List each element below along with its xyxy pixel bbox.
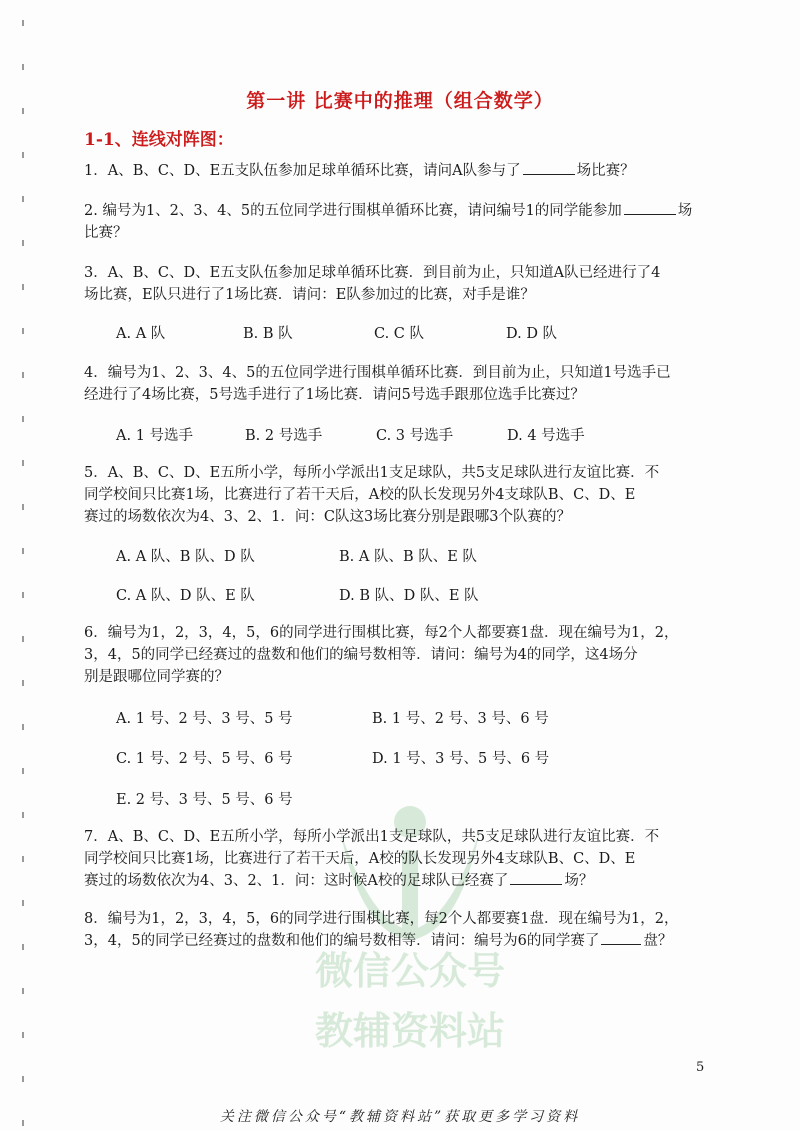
- answer-blank: [510, 870, 562, 885]
- question-text: 3．A、B、C、D、E五支队伍参加足球单循环比赛．到目前为止，只知道A队已经进行了4: [84, 265, 661, 281]
- option: C. 1 号、2 号、5 号、6 号: [116, 751, 293, 767]
- option: C. C 队: [374, 326, 424, 342]
- binding-mark: [22, 416, 24, 422]
- page-title: 第一讲 比赛中的推理（组合数学）: [246, 90, 554, 112]
- option: D. B 队、D 队、E 队: [339, 588, 479, 604]
- option: A. A 队、B 队、D 队: [116, 549, 255, 565]
- answer-blank: [523, 160, 575, 175]
- question-text: 3，4，5的同学已经赛过的盘数和他们的编号数相等．请问：编号为4的同学，这4场分: [84, 647, 638, 663]
- question-text: 4．编号为1、2、3、4、5的五位同学进行围棋单循环比赛．到目前为止，只知道1号选手已: [84, 365, 671, 381]
- footer-note: 关注微信公众号“教辅资料站”获取更多学习资料: [219, 1109, 581, 1125]
- question-text: 场比赛，E队只进行了1场比赛．请问：E队参加过的比赛，对手是谁？: [84, 287, 535, 303]
- question-text: 赛过的场数依次为4、3、2、1．问：这时候A校的足球队已经赛了: [84, 873, 509, 889]
- binding-mark: [22, 856, 24, 862]
- option: C. 3 号选手: [376, 428, 454, 444]
- question-text: 场比赛？: [576, 163, 635, 179]
- option: B. 2 号选手: [245, 428, 323, 444]
- binding-mark: [22, 944, 24, 950]
- binding-mark: [22, 328, 24, 334]
- question-6: [84, 622, 712, 688]
- question-text: 同学校间只比赛1场，比赛进行了若干天后，A校的队长发现另外4支球队B、C、D、E: [84, 487, 636, 503]
- binding-mark: [22, 548, 24, 554]
- binding-mark: [22, 636, 24, 642]
- binding-mark: [22, 900, 24, 906]
- binding-mark: [22, 592, 24, 598]
- binding-mark: [22, 768, 24, 774]
- question-text: 同学校间只比赛1场，比赛进行了若干天后，A校的队长发现另外4支球队B、C、D、E: [84, 851, 636, 867]
- question-text: 7．A、B、C、D、E五所小学，每所小学派出1支足球队，共5支足球队进行友谊比赛．不: [84, 829, 660, 845]
- binding-margin: [0, 0, 30, 1131]
- answer-blank: [601, 930, 641, 945]
- binding-mark: [22, 1076, 24, 1082]
- option: B. B 队: [243, 326, 293, 342]
- binding-mark: [22, 988, 24, 994]
- option: D. 4 号选手: [507, 428, 585, 444]
- binding-mark: [22, 460, 24, 466]
- question-text: 6．编号为1，2，3，4，5，6的同学进行围棋比赛，每2个人都要赛1盘．现在编号为1，2，: [84, 625, 679, 641]
- question-8: [84, 908, 712, 952]
- binding-mark: [22, 724, 24, 730]
- option: D. D 队: [506, 326, 558, 342]
- question-2: [84, 200, 712, 244]
- section-heading: 1-1、连线对阵图：: [84, 130, 234, 150]
- binding-mark: [22, 812, 24, 818]
- question-text: 经进行了4场比赛，5号选手进行了1场比赛．请问5号选手跟那位选手比赛过？: [84, 387, 585, 403]
- question-text: 场: [677, 203, 693, 219]
- binding-mark: [22, 1032, 24, 1038]
- binding-mark: [22, 196, 24, 202]
- option: A. 1 号选手: [116, 428, 194, 444]
- watermark-line2: 教辅资料站: [314, 1009, 505, 1053]
- binding-mark: [22, 372, 24, 378]
- question-text: 盘？: [643, 933, 673, 949]
- option: A. A 队: [116, 326, 166, 342]
- binding-mark: [22, 152, 24, 158]
- answer-blank: [624, 200, 676, 215]
- question-5: [84, 462, 712, 528]
- watermark-line1: 微信公众号: [314, 949, 505, 993]
- question-4: [84, 362, 712, 406]
- binding-mark: [22, 504, 24, 510]
- option: D. 1 号、3 号、5 号、6 号: [372, 751, 550, 767]
- option: B. 1 号、2 号、3 号、6 号: [372, 711, 549, 727]
- question-text: 场？: [564, 873, 594, 889]
- option: A. 1 号、2 号、3 号、5 号: [116, 711, 293, 727]
- option: E. 2 号、3 号、5 号、6 号: [116, 792, 293, 808]
- binding-mark: [22, 20, 24, 26]
- page-number: 5: [696, 1060, 705, 1075]
- question-text: 1．A、B、C、D、E五支队伍参加足球单循环比赛，请问A队参与了: [84, 163, 521, 179]
- question-7: [84, 826, 712, 892]
- question-text: 2. 编号为1、2、3、4、5的五位同学进行围棋单循环比赛，请问编号1的同学能参加: [84, 203, 622, 219]
- question-text: 3，4，5的同学已经赛过的盘数和他们的编号数相等．请问：编号为6的同学赛了: [84, 933, 600, 949]
- binding-mark: [22, 680, 24, 686]
- question-text: 8．编号为1，2，3，4，5，6的同学进行围棋比赛，每2个人都要赛1盘．现在编号为1，2，: [84, 911, 679, 927]
- question-text: 比赛？: [84, 225, 128, 241]
- binding-mark: [22, 240, 24, 246]
- binding-mark: [22, 64, 24, 70]
- question-1: [84, 160, 712, 182]
- question-text: 别是跟哪位同学赛的？: [84, 669, 229, 685]
- option: B. A 队、B 队、E 队: [339, 549, 477, 565]
- binding-mark: [22, 284, 24, 290]
- question-text: 赛过的场数依次为4、3、2、1．问：C队这3场比赛分别是跟哪3个队赛的？: [84, 509, 571, 525]
- option: C. A 队、D 队、E 队: [116, 588, 255, 604]
- question-text: 5．A、B、C、D、E五所小学，每所小学派出1支足球队，共5支足球队进行友谊比赛．不: [84, 465, 660, 481]
- question-3: [84, 262, 712, 306]
